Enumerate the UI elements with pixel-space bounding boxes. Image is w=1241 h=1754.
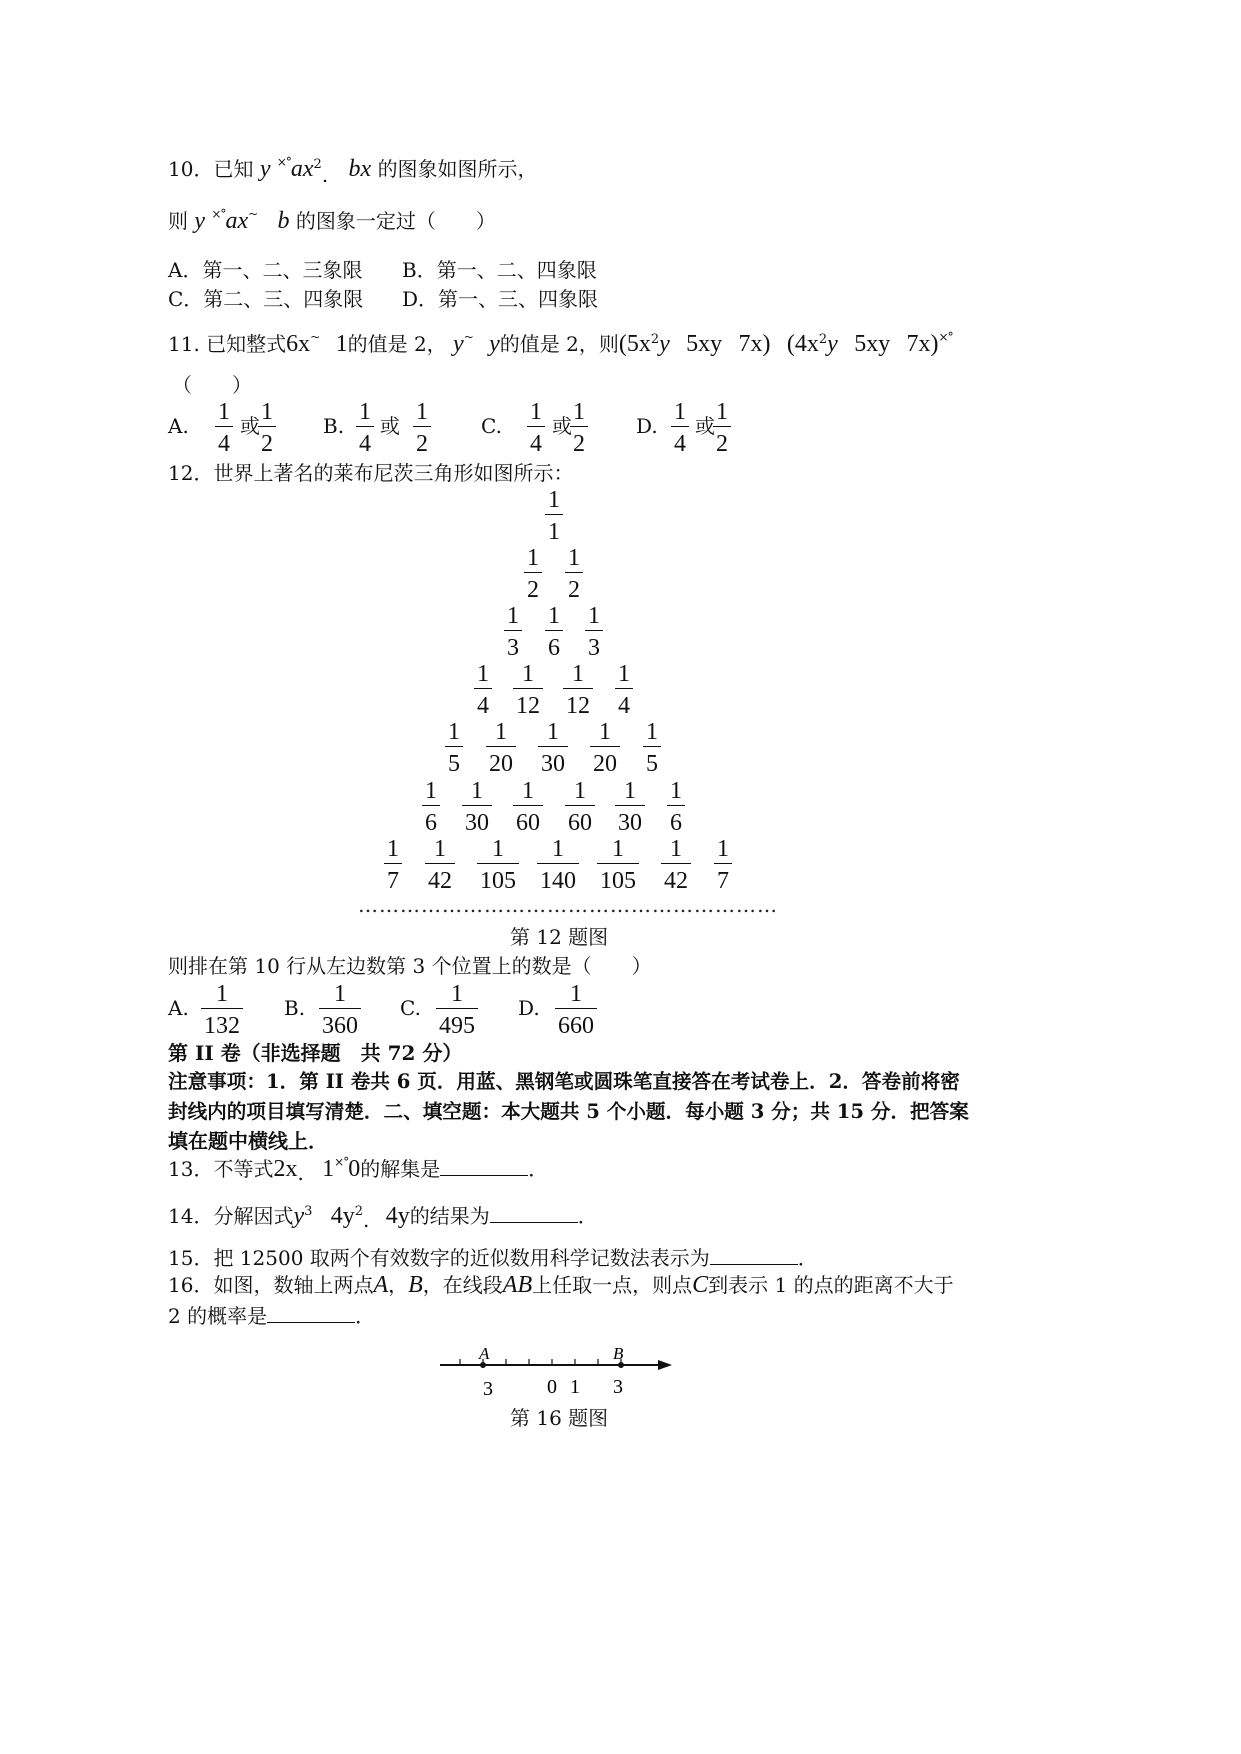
q11-option-d-frac2: $\frac{1}{2}$ <box>713 398 731 458</box>
q11-text: 的值是 2， <box>347 331 447 356</box>
q12-option-d-frac: $\frac{1}{660}$ <box>555 980 597 1040</box>
q13-line: 13．不等式2x. 1×°0的解集是 ． <box>168 1155 549 1185</box>
q12-option-b-frac: $\frac{1}{360}$ <box>319 980 361 1040</box>
q11-option-c-or: 或 <box>552 414 572 438</box>
math-4y: 4y <box>385 1202 410 1229</box>
broken-symbol: ×° <box>938 329 953 344</box>
tick-label-zero: 0 <box>547 1376 557 1398</box>
math-y: y <box>293 1202 305 1229</box>
q12-option-c-frac: $\frac{1}{495}$ <box>436 980 478 1040</box>
math-1: 1 <box>335 330 348 357</box>
q16-end: ． <box>355 1304 376 1328</box>
q13-end: ． <box>528 1157 549 1181</box>
triangle-fraction: $\frac{1}{105}$ <box>597 835 639 895</box>
math-0: 0 <box>348 1156 361 1182</box>
q10-line1: 10．已知 y $^{\times^\circ}ax^2$. bx 的图象如图所示， <box>168 154 538 187</box>
triangle-fraction: $\frac{1}{12}$ <box>563 660 593 720</box>
q12-question: 则排在第 10 行从左边数第 3 个位置上的数是（ ） <box>168 954 652 978</box>
q11-option-b-or: 或 <box>380 414 400 438</box>
triangle-fraction: $\frac{1}{140}$ <box>537 835 579 895</box>
q13-answer-blank[interactable] <box>440 1157 528 1176</box>
math-5xy: 5xy <box>854 330 891 357</box>
triangle-fraction: $\frac{1}{60}$ <box>565 777 595 837</box>
triangle-fraction: $\frac{1}{7}$ <box>714 835 732 895</box>
math-y: y <box>659 330 670 357</box>
q16-number: 16．如图，数轴上两点 <box>168 1273 374 1297</box>
broken-symbol: ×° <box>211 207 226 221</box>
tick-label-left: 3 <box>483 1378 493 1400</box>
math-5x: (5x <box>618 330 651 357</box>
q11-answer-paren: （ ） <box>172 373 252 397</box>
q16-text: ，在线段 <box>422 1273 503 1297</box>
q11-number: 11. 已知整式 <box>168 331 287 356</box>
q10-option-d[interactable]: D．第一、三、四象限 <box>402 287 599 311</box>
number-line-figure <box>430 1340 680 1410</box>
q12-option-a-frac: $\frac{1}{132}$ <box>201 980 243 1040</box>
section-2-note-line2: 封线内的项目填写清楚．二、填空题：本大题共 5 个小题．每小题 3 分；共 15 分．把答案 <box>168 1100 969 1123</box>
q12-option-b-label[interactable]: B. <box>284 996 306 1020</box>
math-point-c: C <box>692 1272 709 1298</box>
math-y: y <box>489 330 500 357</box>
tilde-mark: ~ <box>248 207 258 221</box>
q14-answer-blank[interactable] <box>490 1204 578 1223</box>
q11-option-c-frac2: $\frac{1}{2}$ <box>570 398 588 458</box>
q12-option-d-label[interactable]: D. <box>518 996 540 1020</box>
triangle-fraction: $\frac{1}{30}$ <box>538 718 568 778</box>
math-1: 1 <box>322 1156 335 1182</box>
q15-text: 15．把 12500 取两个有效数字的近似数用科学记数法表示为 <box>168 1246 710 1270</box>
q11-option-d-or: 或 <box>695 414 715 438</box>
q13-text: 的解集是 <box>360 1157 441 1181</box>
math-point-b: B <box>408 1272 423 1298</box>
q15-answer-blank[interactable] <box>710 1246 798 1265</box>
math-2x: 2x <box>273 1156 298 1182</box>
triangle-fraction: $\frac{1}{42}$ <box>425 835 455 895</box>
q16-line1 <box>168 1272 954 1298</box>
math-exponent: 2 <box>354 1204 364 1219</box>
point-b-label: B <box>613 1344 624 1363</box>
tilde-mark: ~ <box>463 329 473 344</box>
triangle-fraction: $\frac{1}{2}$ <box>565 544 583 604</box>
tilde-mark: ~ <box>310 329 320 344</box>
triangle-fraction: $\frac{1}{1}$ <box>545 486 563 546</box>
triangle-continuation-dots: …………………………………………………… <box>358 893 778 917</box>
math-6x: 6x <box>286 330 311 357</box>
math-7x: 7x) <box>906 330 939 357</box>
triangle-fraction: $\frac{1}{7}$ <box>384 835 402 895</box>
q11-option-b-label[interactable]: B. <box>323 414 345 438</box>
math-ax: ax <box>290 155 314 182</box>
q11-option-d-frac1: $\frac{1}{4}$ <box>671 398 689 458</box>
q16-answer-blank[interactable] <box>267 1304 355 1323</box>
triangle-fraction: $\frac{1}{6}$ <box>667 777 685 837</box>
q16-figure-caption: 第 16 题图 <box>510 1406 609 1430</box>
triangle-fraction: $\frac{1}{5}$ <box>643 718 661 778</box>
q16-text: 上任取一点，则点 <box>532 1273 693 1297</box>
q16-comma: ， <box>388 1273 409 1297</box>
math-7x: 7x) <box>738 330 771 357</box>
q11-option-c-frac1: $\frac{1}{4}$ <box>527 398 545 458</box>
math-y: y <box>827 330 838 357</box>
math-5xy: 5xy <box>686 330 723 357</box>
q10-text: 的图象如图所示， <box>377 156 538 181</box>
q10-question: 的图象一定过（ ） <box>295 209 496 233</box>
broken-symbol: ×° <box>334 1155 349 1169</box>
section-2-note-line3: 填在题中横线上． <box>168 1129 328 1153</box>
tick-label-right: 3 <box>613 1376 623 1398</box>
math-bx: bx <box>348 155 372 182</box>
q13-number: 13．不等式 <box>168 1157 274 1181</box>
triangle-fraction: $\frac{1}{3}$ <box>504 602 522 662</box>
q10-option-a[interactable]: A．第一、二、三象限 <box>168 258 363 282</box>
q10-option-c[interactable]: C．第二、三、四象限 <box>168 287 364 311</box>
q11-option-a-or: 或 <box>240 414 260 438</box>
broken-symbol: ×° <box>276 154 291 169</box>
triangle-fraction: $\frac{1}{3}$ <box>585 602 603 662</box>
q11-option-a-frac1: $\frac{1}{4}$ <box>215 398 233 458</box>
triangle-fraction: $\frac{1}{30}$ <box>462 777 492 837</box>
q11-option-a-frac2: $\frac{1}{2}$ <box>258 398 276 458</box>
triangle-fraction: $\frac{1}{105}$ <box>477 835 519 895</box>
triangle-fraction: $\frac{1}{4}$ <box>474 660 492 720</box>
q15-end: ． <box>797 1246 818 1270</box>
arrow-right-icon <box>658 1360 672 1370</box>
q14-end: ． <box>577 1203 598 1228</box>
section-2-title: 第 II 卷（非选择题 共 72 分） <box>168 1041 463 1065</box>
tick-label-one: 1 <box>570 1376 580 1398</box>
math-y: y <box>259 155 271 182</box>
triangle-fraction: $\frac{1}{4}$ <box>615 660 633 720</box>
q11-line1: 11. 已知整式6x~ 1的值是 2， y~ y的值是 2，则($5x^2y$ 5xy 7x) ($4x^2y$ 5xy 7x)×° <box>168 329 953 357</box>
triangle-fraction: $\frac{1}{60}$ <box>513 777 543 837</box>
math-exponent: 2 <box>313 157 322 172</box>
triangle-fraction: $\frac{1}{5}$ <box>445 718 463 778</box>
q15-line <box>168 1245 818 1271</box>
triangle-fraction: $\frac{1}{20}$ <box>486 718 516 778</box>
q12-figure-caption: 第 12 题图 <box>510 925 609 949</box>
point-a-label: A <box>479 1344 490 1363</box>
triangle-fraction: $\frac{1}{6}$ <box>422 777 440 837</box>
q10-then: 则 <box>168 209 188 233</box>
q12-option-a-label[interactable]: A. <box>168 996 189 1020</box>
math-y: y <box>453 330 464 357</box>
q10-number: 10．已知 <box>168 156 254 181</box>
q16-text: 到表示 1 的点的距离不大于 <box>708 1273 954 1297</box>
q10-line2 <box>168 208 496 237</box>
q11-option-d-label[interactable]: D. <box>636 414 658 438</box>
math-point-a: A <box>373 1272 389 1298</box>
triangle-fraction: $\frac{1}{20}$ <box>590 718 620 778</box>
q16-line2 <box>168 1303 375 1329</box>
q16-text: 2 的概率是 <box>168 1304 268 1328</box>
q12-option-c-label[interactable]: C. <box>400 996 421 1020</box>
math-exponent: 3 <box>304 1204 313 1219</box>
q10-option-b[interactable]: B．第一、二、四象限 <box>402 258 597 282</box>
triangle-fraction: $\frac{1}{2}$ <box>524 544 542 604</box>
math-ax: ax <box>225 208 249 234</box>
q11-option-a-label[interactable]: A. <box>168 414 189 438</box>
math-b: b <box>277 208 290 234</box>
triangle-fraction: $\frac{1}{6}$ <box>545 602 563 662</box>
triangle-fraction: $\frac{1}{42}$ <box>661 835 691 895</box>
q14-line: 14．分解因式$y^3$ $4y^2$. 4y的结果为 ． <box>168 1202 598 1232</box>
q14-text: 的结果为 <box>409 1203 490 1228</box>
q11-option-b-frac1: $\frac{1}{4}$ <box>356 398 374 458</box>
q11-option-b-frac2: $\frac{1}{2}$ <box>413 398 431 458</box>
math-4x: (4x <box>786 330 819 357</box>
triangle-fraction: $\frac{1}{12}$ <box>513 660 543 720</box>
triangle-fraction: $\frac{1}{30}$ <box>615 777 645 837</box>
q12-stem: 12．世界上著名的莱布尼茨三角形如图所示： <box>168 461 574 485</box>
math-segment-ab: AB <box>502 1272 533 1298</box>
math-4y: 4y <box>330 1202 355 1229</box>
q11-text: 的值是 2，则 <box>499 331 619 356</box>
section-2-note-line1: 注意事项：1．第 II 卷共 6 页．用蓝、黑钢笔或圆珠笔直接答在考试卷上．2．答卷前将密 <box>168 1070 960 1093</box>
q11-option-c-label[interactable]: C. <box>481 414 502 438</box>
math-y: y <box>194 208 206 234</box>
q14-number: 14．分解因式 <box>168 1203 294 1228</box>
